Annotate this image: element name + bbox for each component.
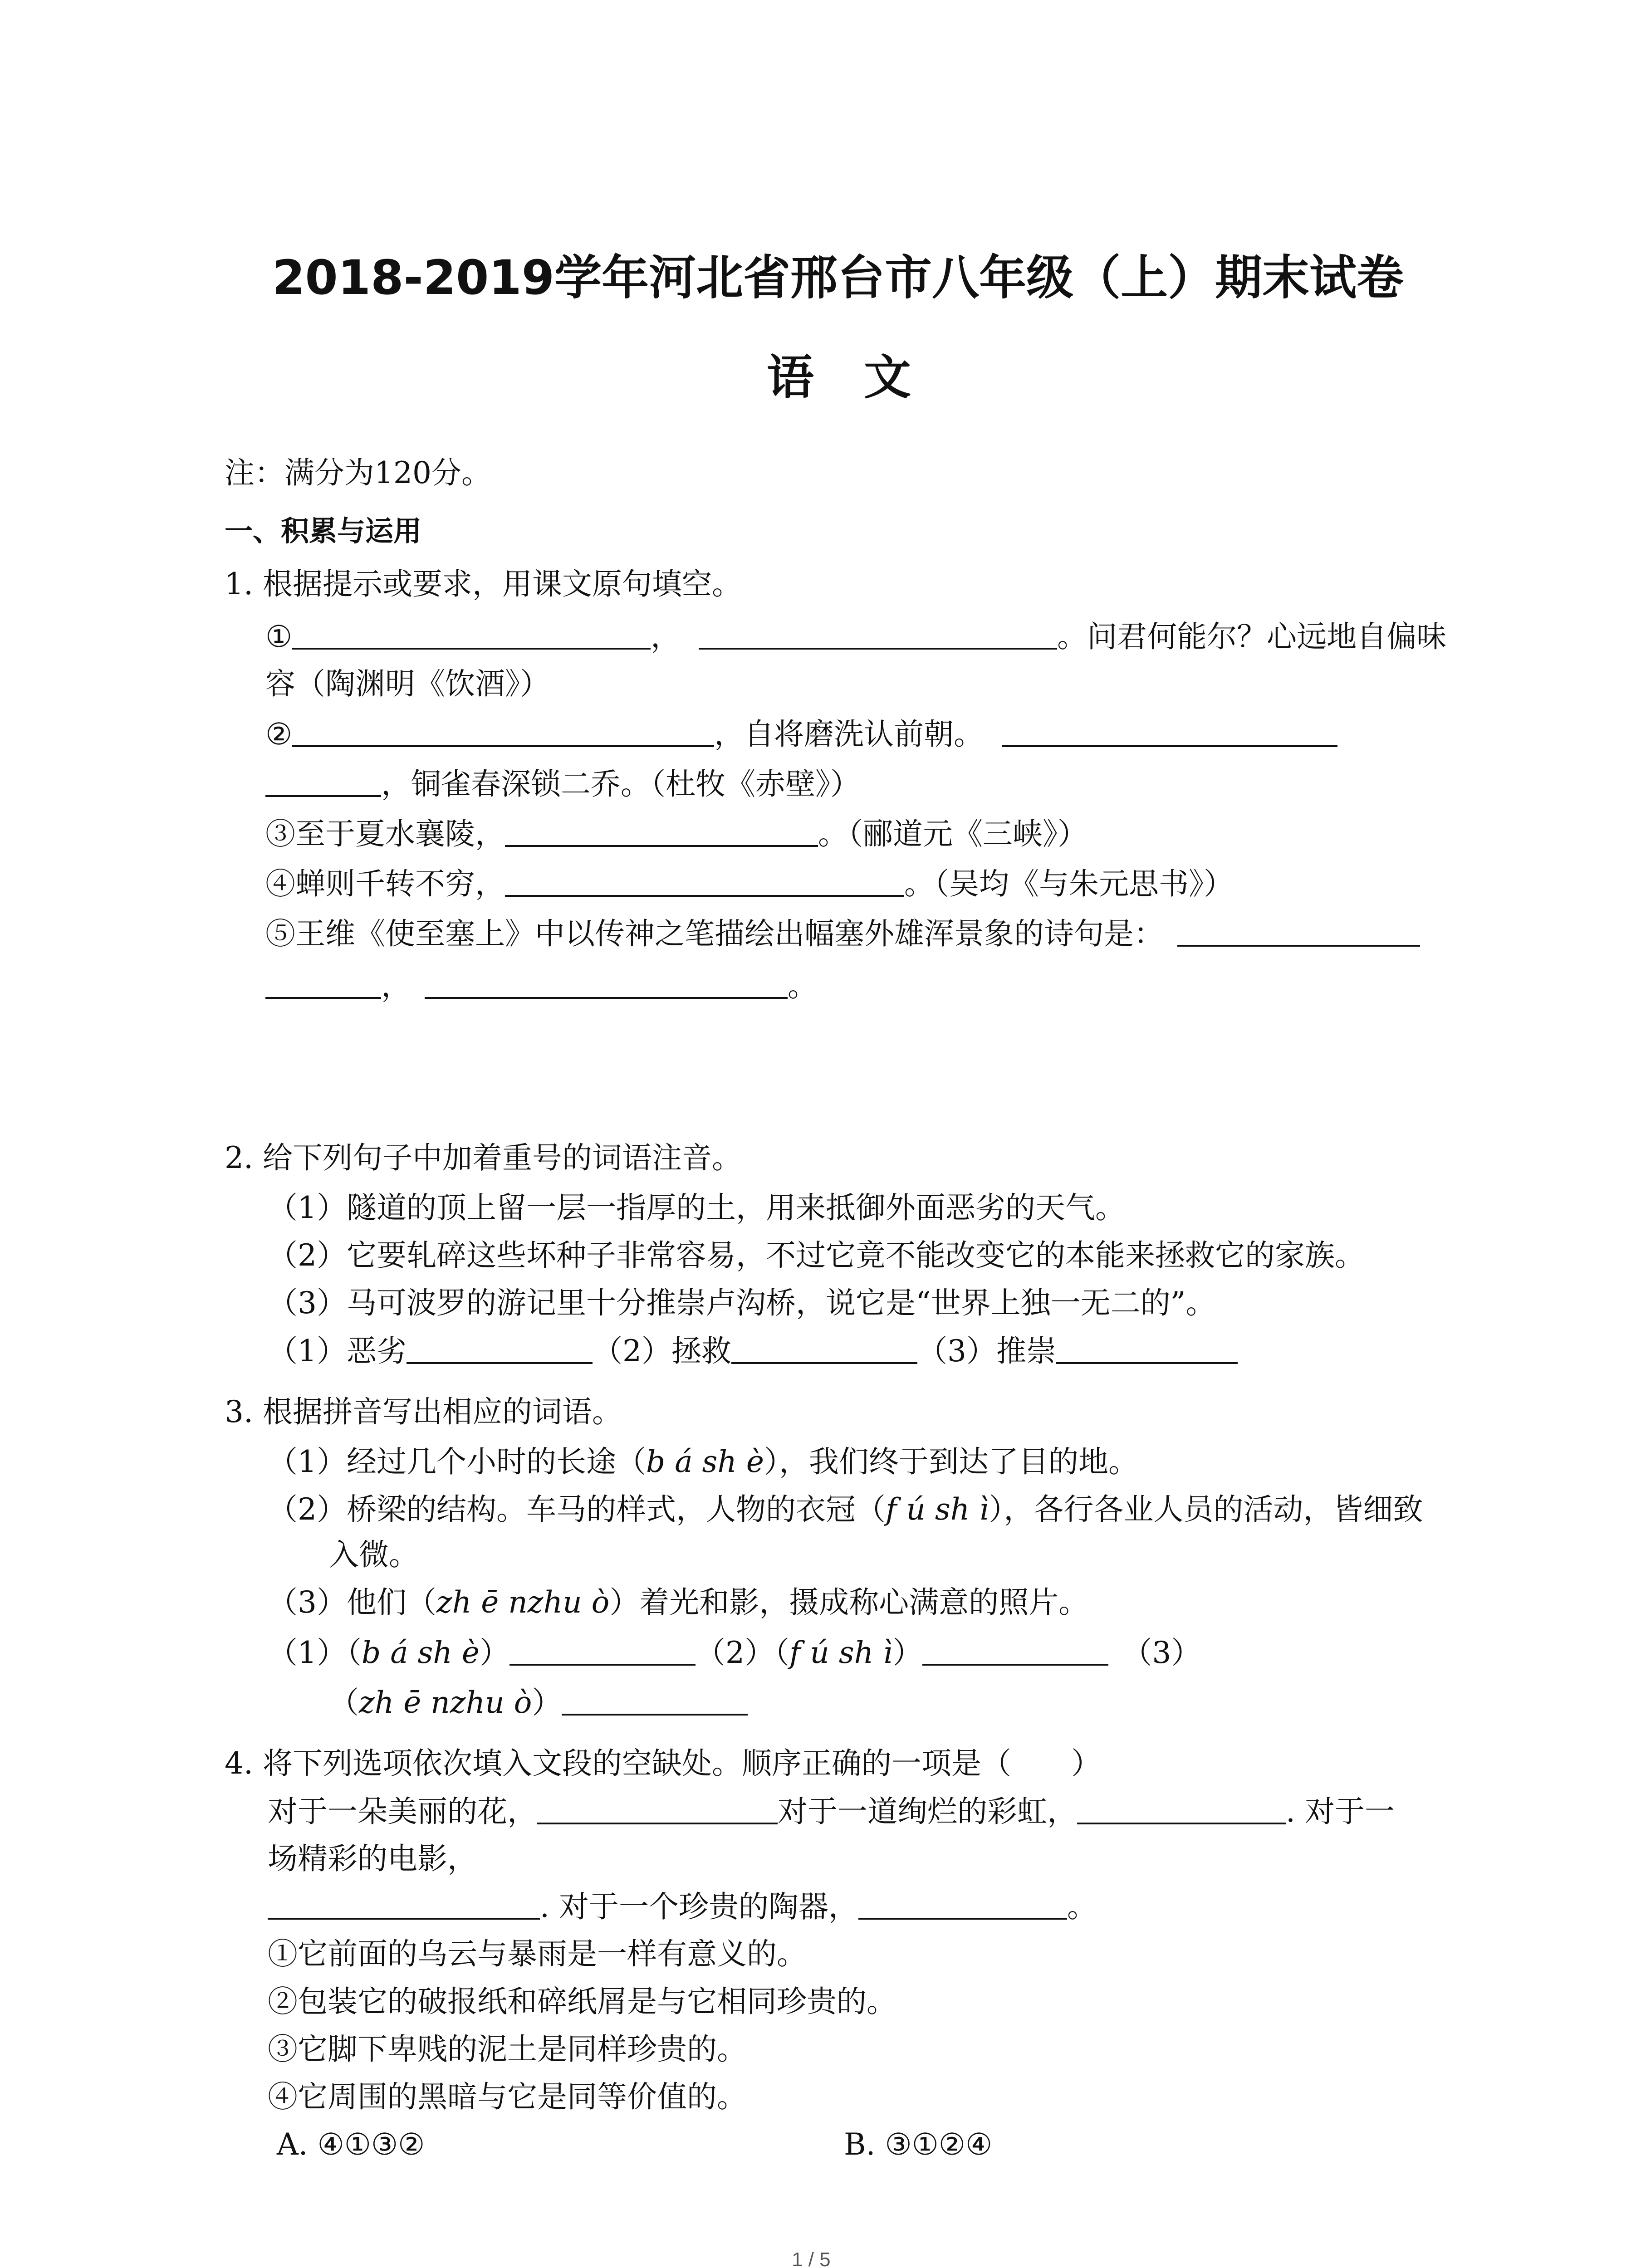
question-3-answers-cont [329,1687,748,1718]
text: 。问君何能尔？心远地自偏味 [1057,619,1447,654]
question-1-line-2 [265,717,1337,752]
question-4-stem: 4. 将下列选项依次填入文段的空缺处。顺序正确的一项是（ ） [225,1746,1101,1781]
text: （1）经过几个小时的长途（ [268,1444,646,1479]
question-4-option-3: ③它脚下卑贱的泥土是同样珍贵的。 [268,2032,747,2067]
answer-blank[interactable] [1177,919,1420,947]
score-note: 注：满分为120分。 [225,455,491,490]
answer-blank[interactable] [731,1336,917,1364]
question-3-answers [268,1637,1201,1668]
question-1-line-5-cont [265,968,818,1003]
answer-blank[interactable] [858,1892,1067,1920]
pinyin: zh ē nzhu ò [436,1585,610,1620]
text: 。（吴均《与朱元思书》） [904,866,1234,901]
text: ，铜雀春深锁二乔。（杜牧《赤壁》） [381,767,860,802]
text: （1）（ [268,1635,362,1670]
choice-b[interactable]: B. ③①②④ [844,2127,993,2162]
text: ， [381,968,411,1003]
answer-blank[interactable] [425,971,788,999]
text: ），我们终于到达了目的地。 [764,1444,1138,1479]
answer-blank[interactable] [265,971,381,999]
text: ① [265,619,293,654]
text: （2）拯救 [593,1334,731,1369]
pinyin: f ú sh ì [789,1635,893,1670]
text: ， [651,619,681,654]
text: ，自将磨洗认前朝。 [714,717,984,752]
answer-blank[interactable] [505,869,904,897]
exam-title: 2018-2019学年河北省邢台市八年级（上）期末试卷 [272,250,1404,305]
text: （2）（ [695,1635,789,1670]
text: 对于一朵美丽的花， [268,1794,537,1829]
answer-blank[interactable] [699,621,1057,650]
question-2-sentence-3: （3）马可波罗的游记里十分推崇卢沟桥，说它是“世界上独一无二的”。 [268,1286,1216,1320]
text: （ [329,1685,359,1720]
question-1-stem: 1. 根据提示或要求，用课文原句填空。 [225,567,742,601]
text: ） [479,1635,509,1670]
answer-blank[interactable] [268,1892,540,1920]
question-3-stem: 3. 根据拼音写出相应的词语。 [225,1394,622,1429]
text: （1）恶劣 [268,1334,407,1369]
answer-blank[interactable] [1077,1796,1286,1824]
text: ③至于夏水襄陵， [265,816,505,851]
text: ④蝉则千转不穷， [265,866,505,901]
answer-blank[interactable] [505,819,818,847]
question-1-line-1-cont: 容（陶渊明《饮酒》） [265,666,550,701]
answer-blank[interactable] [1056,1336,1238,1364]
text: . 对于一个珍贵的陶器， [540,1889,858,1924]
text: （2）桥梁的结构。车马的样式，人物的衣冠（ [268,1492,886,1527]
answer-blank[interactable] [509,1637,696,1666]
question-3-sentence-3 [268,1585,1089,1620]
text: （3）推崇 [917,1334,1056,1369]
question-4-passage-line-2: 场精彩的电影， [268,1841,477,1876]
text: 。 [788,968,818,1003]
answer-blank[interactable] [265,769,381,797]
text: ）着光和影，摄成称心满意的照片。 [609,1585,1089,1620]
text: . 对于一 [1286,1794,1395,1829]
question-1-line-1 [265,621,1446,652]
text: ） [892,1635,923,1670]
question-1-line-5 [265,916,1420,951]
question-3-sentence-1 [268,1444,1138,1479]
text: （3） [1122,1635,1201,1670]
question-4-option-2: ②包装它的破报纸和碎纸屑是与它相同珍贵的。 [268,1984,896,2019]
question-3-sentence-2-cont: 入微。 [329,1537,419,1572]
answer-blank[interactable] [537,1796,778,1824]
pinyin: b á sh è [362,1635,480,1670]
question-2-stem: 2. 给下列句子中加着重号的词语注音。 [225,1140,742,1175]
question-1-line-4 [265,866,1234,901]
page-number: 1 / 5 [792,2248,831,2268]
subject-heading: 语文 [767,350,961,405]
text: ⑤王维《使至塞上》中以传神之笔描绘出幅塞外雄浑景象的诗句是： [265,916,1164,951]
answer-blank[interactable] [292,719,714,747]
question-4-option-4: ④它周围的黑暗与它是同等价值的。 [268,2079,747,2114]
question-1-line-2-cont [265,767,860,802]
text: ② [265,717,293,752]
question-4-passage-line-1 [268,1796,1395,1827]
pinyin: b á sh è [646,1444,764,1479]
answer-blank[interactable] [292,621,651,650]
answer-blank[interactable] [407,1336,593,1364]
text: ） [532,1685,562,1720]
section-heading: 一、积累与运用 [225,514,422,547]
text: （3）他们（ [268,1585,436,1620]
answer-blank[interactable] [922,1637,1108,1666]
question-2-answers [268,1334,1238,1369]
question-2-sentence-2: （2）它要轧碎这些坏种子非常容易，不过它竟不能改变它的本能来拯救它的家族。 [268,1238,1365,1273]
text: 对于一道绚烂的彩虹， [778,1794,1077,1829]
question-3-sentence-2 [268,1492,1423,1527]
pinyin: f ú sh ì [886,1492,989,1527]
question-4-passage-line-3 [268,1889,1097,1924]
answer-blank[interactable] [562,1687,748,1716]
choice-a[interactable]: A. ④①③② [277,2127,425,2162]
question-4-option-1: ①它前面的乌云与暴雨是一样有意义的。 [268,1936,807,1971]
text: 。（郦道元《三峡》） [818,816,1087,851]
pinyin: zh ē nzhu ò [359,1685,532,1720]
question-2-sentence-1: （1）隧道的顶上留一层一指厚的土，用来抵御外面恶劣的天气。 [268,1190,1125,1225]
question-1-line-3 [265,816,1087,851]
text: ），各行各业人员的活动，皆细致 [989,1492,1423,1527]
answer-blank[interactable] [1002,719,1337,747]
text: 。 [1067,1889,1097,1924]
